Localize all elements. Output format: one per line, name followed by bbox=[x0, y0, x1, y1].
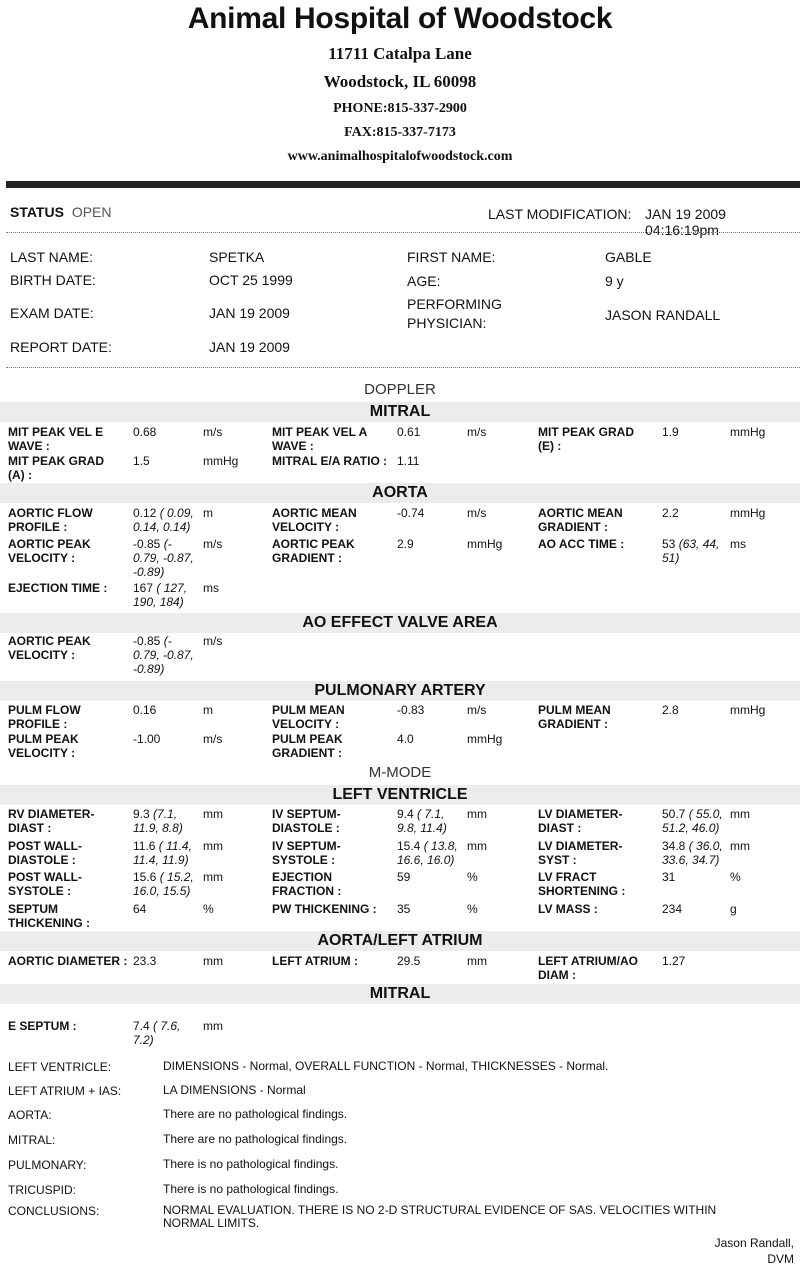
measurement-samples: (- 0.79, -0.87, -0.89) bbox=[133, 634, 194, 676]
measurement-unit: % bbox=[467, 870, 478, 884]
measurement-value bbox=[133, 954, 156, 968]
measurement-number: -1.00 bbox=[133, 732, 161, 746]
header-divider bbox=[6, 181, 800, 188]
measurement-unit: mmHg bbox=[467, 537, 503, 551]
measurement-label: E SEPTUM : bbox=[8, 1019, 77, 1033]
measurement-value bbox=[133, 839, 192, 867]
measurement-label: EJECTION FRACTION : bbox=[272, 870, 342, 898]
measurement-value bbox=[397, 807, 447, 835]
measurement-number: 9.3 bbox=[133, 807, 150, 821]
section-mitral: MITRAL bbox=[369, 403, 431, 420]
finding-label: MITRAL: bbox=[8, 1133, 56, 1147]
measurement-label: AO ACC TIME : bbox=[538, 537, 625, 551]
measurement-number: 15.6 bbox=[133, 870, 157, 884]
measurement-value bbox=[133, 537, 194, 579]
measurement-label: PULM MEAN VELOCITY : bbox=[272, 703, 345, 731]
measurement-samples: ( 55.0, 51.2, 46.0) bbox=[662, 807, 723, 835]
measurement-number: 53 bbox=[662, 537, 676, 551]
measurement-unit: % bbox=[203, 902, 214, 916]
measurement-number: 234 bbox=[662, 902, 683, 916]
measurement-number: 23.3 bbox=[133, 954, 157, 968]
exam-date-label: EXAM DATE: bbox=[10, 305, 94, 321]
phone: PHONE:815-337-2900 bbox=[333, 101, 467, 116]
status-row bbox=[10, 204, 112, 220]
measurement-number: -0.85 bbox=[133, 537, 161, 551]
measurement-value bbox=[133, 1019, 180, 1047]
measurement-number: 34.8 bbox=[662, 839, 686, 853]
measurement-number: -0.85 bbox=[133, 634, 161, 648]
measurement-unit: % bbox=[730, 870, 741, 884]
measurement-unit: mm bbox=[467, 807, 487, 821]
last-modification-value: JAN 19 2009 04:16:19pm bbox=[645, 206, 726, 238]
measurement-unit: mm bbox=[203, 954, 223, 968]
measurement-label: IV SEPTUM- SYSTOLE : bbox=[272, 839, 341, 867]
measurement-label: MIT PEAK GRAD (E) : bbox=[538, 425, 634, 453]
section-pulmonary-artery: PULMONARY ARTERY bbox=[314, 682, 486, 699]
measurement-number: 64 bbox=[133, 902, 147, 916]
measurement-samples: ( 13.8, 16.6, 16.0) bbox=[397, 839, 458, 867]
measurement-value bbox=[662, 839, 723, 867]
measurement-unit: mm bbox=[203, 1019, 223, 1033]
measurement-number: 4.0 bbox=[397, 732, 414, 746]
measurement-samples: (7.1, 11.9, 8.8) bbox=[133, 807, 183, 835]
measurement-samples: ( 36.0, 33.6, 34.7) bbox=[662, 839, 723, 867]
divider bbox=[6, 367, 800, 368]
street-address: 11711 Catalpa Lane bbox=[328, 44, 472, 63]
measurement-label: AORTIC DIAMETER : bbox=[8, 954, 128, 968]
measurement-unit: m bbox=[203, 703, 213, 717]
measurement-unit: m/s bbox=[467, 425, 487, 439]
first-name-value: GABLE bbox=[605, 249, 652, 265]
performing-physician-value: JASON RANDALL bbox=[605, 307, 721, 323]
birth-date-value: OCT 25 1999 bbox=[209, 272, 293, 288]
measurement-number: 7.4 bbox=[133, 1019, 150, 1033]
measurement-label: POST WALL- DIASTOLE : bbox=[8, 839, 82, 867]
city-address: Woodstock, IL 60098 bbox=[323, 72, 477, 91]
report-date-label: REPORT DATE: bbox=[10, 339, 112, 355]
finding-text: LA DIMENSIONS - Normal bbox=[163, 1083, 306, 1097]
measurement-value bbox=[662, 954, 685, 968]
finding-text: There is no pathological findings. bbox=[163, 1157, 339, 1171]
measurement-number: 0.16 bbox=[133, 703, 157, 717]
measurement-label: PULM PEAK GRADIENT : bbox=[272, 732, 343, 760]
measurement-unit: mmHg bbox=[203, 454, 239, 468]
measurement-label: AORTIC PEAK GRADIENT : bbox=[272, 537, 355, 565]
measurement-number: 11.6 bbox=[133, 839, 156, 853]
measurement-label: AORTIC PEAK VELOCITY : bbox=[8, 634, 91, 662]
measurement-value bbox=[397, 454, 419, 468]
measurement-value bbox=[397, 870, 410, 884]
performing-physician-label-line2: PHYSICIAN: bbox=[407, 315, 487, 331]
measurement-value bbox=[133, 703, 156, 717]
measurement-value bbox=[133, 506, 194, 534]
measurement-label: RV DIAMETER- DIAST : bbox=[8, 807, 95, 835]
measurement-value bbox=[133, 732, 160, 746]
measurement-unit: m/s bbox=[467, 703, 487, 717]
measurement-value bbox=[662, 425, 679, 439]
measurement-unit: m/s bbox=[203, 425, 223, 439]
measurement-value bbox=[397, 425, 420, 439]
age-label: AGE: bbox=[407, 273, 441, 289]
measurement-samples: ( 127, 190, 184) bbox=[133, 581, 188, 609]
measurement-label: PW THICKENING : bbox=[272, 902, 377, 916]
measurement-label: LEFT ATRIUM/AO DIAM : bbox=[538, 954, 638, 982]
finding-label: PULMONARY: bbox=[8, 1158, 87, 1172]
measurement-unit: mmHg bbox=[730, 703, 766, 717]
section-aorta-left-atrium: AORTA/LEFT ATRIUM bbox=[317, 932, 483, 949]
finding-label: TRICUSPID: bbox=[8, 1183, 77, 1197]
measurement-number: 0.68 bbox=[133, 425, 157, 439]
finding-text: There are no pathological findings. bbox=[163, 1107, 348, 1121]
birth-date-label: BIRTH DATE: bbox=[10, 272, 96, 288]
finding-text: There is no pathological findings. bbox=[163, 1182, 339, 1196]
measurement-number: 1.11 bbox=[397, 454, 420, 468]
measurement-number: 29.5 bbox=[397, 954, 421, 968]
measurement-value bbox=[133, 425, 156, 439]
measurement-unit: m bbox=[203, 506, 213, 520]
measurement-unit: mm bbox=[467, 954, 487, 968]
measurement-unit: mmHg bbox=[467, 732, 503, 746]
measurement-number: 50.7 bbox=[662, 807, 686, 821]
first-name-label: FIRST NAME: bbox=[407, 249, 496, 265]
measurement-value bbox=[662, 506, 679, 520]
section-m-mode: M-MODE bbox=[368, 764, 432, 781]
section-mitral-2: MITRAL bbox=[369, 985, 431, 1002]
measurement-samples: (63, 44, 51) bbox=[662, 537, 720, 565]
measurement-number: 2.2 bbox=[662, 506, 679, 520]
measurement-label: MITRAL E/A RATIO : bbox=[272, 454, 388, 468]
measurement-unit: mm bbox=[730, 807, 750, 821]
measurement-value bbox=[662, 902, 682, 916]
section-aorta: AORTA bbox=[372, 484, 428, 501]
measurement-label: MIT PEAK VEL E WAVE : bbox=[8, 425, 104, 453]
measurement-value bbox=[662, 807, 723, 835]
section-left-ventricle: LEFT VENTRICLE bbox=[332, 786, 468, 803]
measurement-samples: ( 0.09, 0.14, 0.14) bbox=[133, 506, 194, 534]
measurement-unit: ms bbox=[203, 581, 219, 595]
measurement-number: -0.83 bbox=[397, 703, 425, 717]
performing-physician-label-line1: PERFORMING bbox=[407, 296, 502, 312]
exam-date-value: JAN 19 2009 bbox=[209, 305, 290, 321]
measurement-number: 15.4 bbox=[397, 839, 421, 853]
measurement-number: 35 bbox=[397, 902, 411, 916]
last-name-value: SPETKA bbox=[209, 249, 265, 265]
signature-name: Jason Randall, bbox=[714, 1236, 794, 1250]
finding-text: DIMENSIONS - Normal, OVERALL FUNCTION - Normal, THICKNESSES - Normal. bbox=[163, 1059, 609, 1073]
measurement-unit: mmHg bbox=[730, 425, 766, 439]
measurement-number: 0.12 bbox=[133, 506, 157, 520]
finding-label: CONCLUSIONS: bbox=[8, 1204, 100, 1218]
measurement-label: EJECTION TIME : bbox=[8, 581, 108, 595]
measurement-samples: ( 7.1, 9.8, 11.4) bbox=[397, 807, 447, 835]
finding-label: LEFT VENTRICLE: bbox=[8, 1060, 112, 1074]
section-ao-effect-valve-area: AO EFFECT VALVE AREA bbox=[302, 614, 498, 631]
performing-physician-label bbox=[407, 295, 502, 333]
measurement-value bbox=[662, 703, 679, 717]
measurement-value bbox=[133, 634, 194, 676]
measurement-label: AORTIC MEAN VELOCITY : bbox=[272, 506, 357, 534]
hospital-name: Animal Hospital of Woodstock bbox=[187, 2, 613, 35]
finding-label: AORTA: bbox=[8, 1108, 52, 1122]
measurement-samples: ( 7.6, 7.2) bbox=[133, 1019, 181, 1047]
measurement-value bbox=[133, 807, 183, 835]
signature-title: DVM bbox=[767, 1252, 794, 1266]
measurement-unit: m/s bbox=[203, 537, 223, 551]
measurement-samples: ( 15.2, 16.0, 15.5) bbox=[133, 870, 194, 898]
measurement-label: PULM FLOW PROFILE : bbox=[8, 703, 81, 731]
age-value: 9 y bbox=[605, 273, 624, 289]
measurement-number: 31 bbox=[662, 870, 676, 884]
measurement-value bbox=[397, 954, 420, 968]
finding-label: LEFT ATRIUM + IAS: bbox=[8, 1084, 122, 1098]
measurement-label: LV DIAMETER- SYST : bbox=[538, 839, 623, 867]
measurement-value bbox=[662, 870, 675, 884]
measurement-label: LV DIAMETER- DIAST : bbox=[538, 807, 623, 835]
status-value: OPEN bbox=[71, 204, 112, 220]
measurement-number: 0.61 bbox=[397, 425, 421, 439]
measurement-unit: m/s bbox=[203, 732, 223, 746]
measurement-label: MIT PEAK GRAD (A) : bbox=[8, 454, 104, 482]
measurement-label: AORTIC MEAN GRADIENT : bbox=[538, 506, 623, 534]
fax: FAX:815-337-7173 bbox=[344, 125, 456, 140]
measurement-label: AORTIC PEAK VELOCITY : bbox=[8, 537, 91, 565]
report-date-value: JAN 19 2009 bbox=[209, 339, 290, 355]
measurement-label: LEFT ATRIUM : bbox=[272, 954, 358, 968]
measurement-value bbox=[397, 902, 410, 916]
measurement-unit: % bbox=[467, 902, 478, 916]
measurement-value bbox=[397, 839, 458, 867]
measurement-value bbox=[397, 506, 424, 520]
measurement-value bbox=[133, 581, 187, 609]
measurement-label: PULM PEAK VELOCITY : bbox=[8, 732, 79, 760]
measurement-number: 167 bbox=[133, 581, 154, 595]
section-doppler: DOPPLER bbox=[364, 381, 436, 398]
measurement-value bbox=[133, 454, 150, 468]
measurement-label: PULM MEAN GRADIENT : bbox=[538, 703, 611, 731]
measurement-unit: mm bbox=[203, 839, 223, 853]
measurement-unit: mm bbox=[467, 839, 487, 853]
measurement-samples: ( 11.4, 11.4, 11.9) bbox=[133, 839, 192, 867]
website: www.animalhospitalofwoodstock.com bbox=[287, 149, 513, 164]
measurement-value bbox=[133, 870, 194, 898]
measurement-label: MIT PEAK VEL A WAVE : bbox=[272, 425, 368, 453]
measurement-number: 2.8 bbox=[662, 703, 679, 717]
status-label: STATUS bbox=[10, 204, 64, 220]
last-name-label: LAST NAME: bbox=[10, 249, 93, 265]
measurement-value bbox=[397, 732, 414, 746]
measurement-value bbox=[397, 537, 414, 551]
measurement-number: -0.74 bbox=[397, 506, 425, 520]
measurement-number: 1.9 bbox=[662, 425, 679, 439]
measurement-unit: ms bbox=[730, 537, 746, 551]
measurement-value bbox=[133, 902, 146, 916]
measurement-label: IV SEPTUM- DIASTOLE : bbox=[272, 807, 341, 835]
measurement-unit: mmHg bbox=[730, 506, 766, 520]
measurement-unit: mm bbox=[203, 807, 223, 821]
measurement-label: AORTIC FLOW PROFILE : bbox=[8, 506, 93, 534]
measurement-value bbox=[397, 703, 424, 717]
measurement-value bbox=[662, 537, 719, 565]
measurement-label: LV MASS : bbox=[538, 902, 598, 916]
measurement-unit: g bbox=[730, 902, 737, 916]
measurement-number: 59 bbox=[397, 870, 411, 884]
measurement-number: 1.5 bbox=[133, 454, 150, 468]
last-modification-label: LAST MODIFICATION: bbox=[488, 206, 632, 222]
measurement-label: POST WALL- SYSTOLE : bbox=[8, 870, 82, 898]
measurement-number: 2.9 bbox=[397, 537, 414, 551]
divider bbox=[6, 232, 800, 233]
measurement-number: 1.27 bbox=[662, 954, 686, 968]
measurement-unit: m/s bbox=[203, 634, 223, 648]
measurement-samples: (- 0.79, -0.87, -0.89) bbox=[133, 537, 194, 579]
finding-text: There are no pathological findings. bbox=[163, 1132, 348, 1146]
measurement-unit: mm bbox=[203, 870, 223, 884]
measurement-label: LV FRACT SHORTENING : bbox=[538, 870, 626, 898]
measurement-label: SEPTUM THICKENING : bbox=[8, 902, 90, 930]
measurement-unit: m/s bbox=[467, 506, 487, 520]
signature bbox=[715, 1235, 794, 1267]
measurement-number: 9.4 bbox=[397, 807, 414, 821]
measurement-unit: mm bbox=[730, 839, 750, 853]
finding-text: NORMAL EVALUATION. THERE IS NO 2-D STRUCTURAL EVIDENCE OF SAS. VELOCITIES WITHIN NORMAL LIMITS. bbox=[163, 1203, 717, 1230]
